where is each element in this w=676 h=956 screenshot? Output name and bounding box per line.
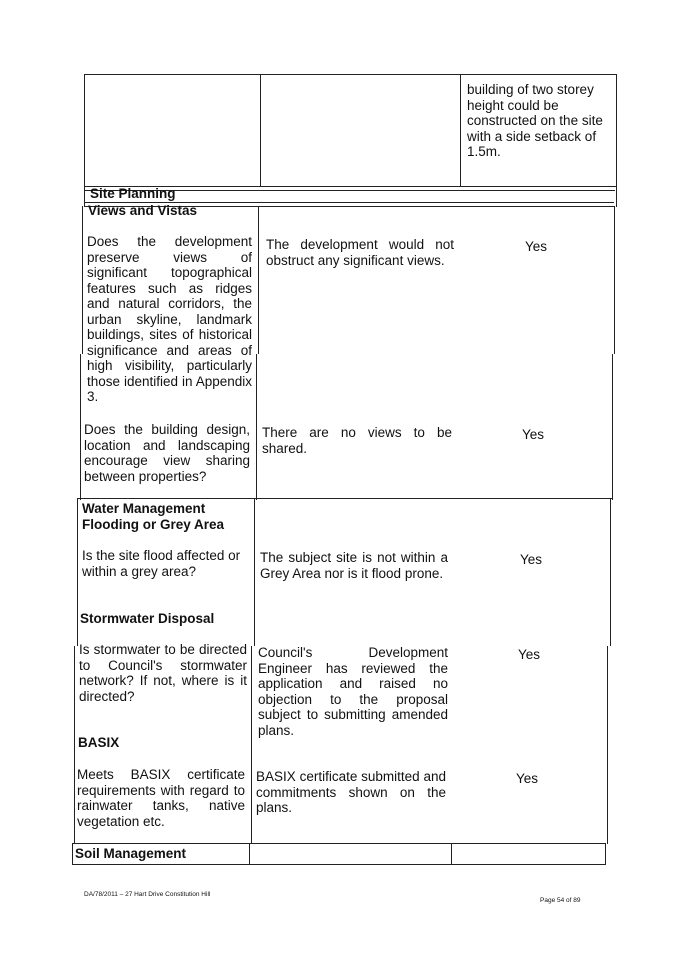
compliance-text: Yes <box>521 427 545 442</box>
table-left-border <box>84 74 85 207</box>
top-row-col3-text: building of two storey height could be constructed on the site with a side setback of 1.5m. <box>467 82 603 159</box>
column-divider <box>460 74 461 186</box>
column-divider <box>256 354 257 500</box>
question-text: Meets BASIX certificate requirements with regard to rainwater tanks, native vegetation etc. <box>77 767 245 829</box>
row-divider <box>78 498 612 499</box>
question-text: Is stormwater to be directed to Council's stormwater network? If not, where is it directed? <box>79 642 247 704</box>
section-heading-site-planning: Site Planning <box>90 186 176 201</box>
section-heading-flooding-grey-area: Flooding or Grey Area <box>82 517 225 532</box>
column-divider <box>249 843 250 865</box>
table-bottom-border <box>72 864 605 865</box>
compliance-text: Yes <box>524 239 548 254</box>
table-left-border <box>82 206 83 354</box>
table-right-border <box>612 354 613 500</box>
compliance-text: Yes <box>515 771 539 786</box>
response-text: The development would not obstruct any significant views. <box>266 237 454 268</box>
table-right-border <box>614 206 615 354</box>
table-top-border <box>84 74 617 75</box>
table-left-border <box>77 498 78 646</box>
column-divider <box>260 74 261 186</box>
response-text: There are no views to be shared. <box>262 425 452 456</box>
response-text: The subject site is not within a Grey Area nor is it flood prone. <box>260 550 448 581</box>
section-heading-water-management: Water Management <box>82 501 206 516</box>
section-heading-views-and-vistas: Views and Vistas <box>88 203 198 218</box>
footer-page-number: Page 54 of 89 <box>540 897 581 904</box>
response-text: BASIX certificate submitted and commitments shown on the plans. <box>256 769 446 815</box>
column-divider <box>451 843 452 865</box>
table-right-border <box>610 498 611 646</box>
question-text: Does the building design, location and landscaping encourage view sharing between properties? <box>84 422 250 484</box>
column-divider <box>251 646 252 844</box>
section-heading-basix: BASIX <box>78 735 120 750</box>
table-right-border <box>605 843 606 865</box>
table-left-border <box>72 843 73 865</box>
column-divider <box>258 206 259 354</box>
table-left-border <box>74 646 75 844</box>
row-divider <box>72 843 605 844</box>
section-heading-soil-management: Soil Management <box>75 846 187 861</box>
question-text: Is the site flood affected or within a grey area? <box>82 548 241 579</box>
column-divider <box>254 498 255 646</box>
footer-reference: DA/78/2011 – 27 Hart Drive Constitution Hill <box>84 891 211 898</box>
compliance-text: Yes <box>519 552 543 567</box>
response-text: Council's Development Engineer has reviewed the application and raised no objection to the proposal subject to submitting amended plans. <box>258 645 448 738</box>
table-right-border <box>607 646 608 844</box>
table-left-border <box>80 354 81 500</box>
section-heading-stormwater-disposal: Stormwater Disposal <box>80 611 215 626</box>
table-right-border <box>616 74 617 207</box>
compliance-text: Yes <box>517 647 541 662</box>
question-text: Does the development preserve views of significant topographical features such as ridges and natural corridors, the urban skyline, landmark buildings, sites of historical significance and areas of high visibility, particularly those identified in Appendix 3. <box>87 234 252 404</box>
